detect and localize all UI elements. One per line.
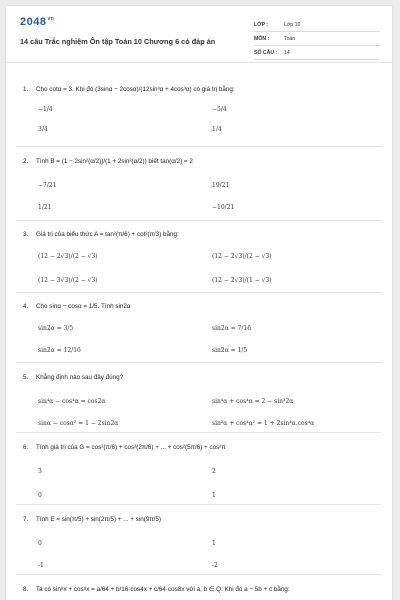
- worksheet-header: [6, 6, 392, 63]
- question-number: 8.: [23, 586, 29, 593]
- divider: [16, 574, 382, 575]
- info-value: Toán: [284, 35, 296, 42]
- question-number: 7.: [23, 516, 29, 523]
- info-label: SỐ CÂU :: [254, 49, 278, 56]
- question-stem: Khẳng định nào sau đây đúng?: [36, 374, 124, 381]
- option-a[interactable]: (12 − 2√3)/(2 − √3): [38, 253, 98, 260]
- option-c[interactable]: 1/21: [38, 204, 52, 211]
- question-number: 4.: [23, 303, 29, 310]
- option-b[interactable]: 1: [212, 540, 216, 547]
- option-c[interactable]: 3/4: [38, 126, 48, 133]
- info-panel: [254, 18, 380, 60]
- option-c[interactable]: -1: [38, 562, 44, 569]
- question-number: 2.: [23, 158, 29, 165]
- divider: [16, 362, 382, 363]
- info-label: LỚP :: [254, 21, 269, 28]
- option-a[interactable]: 0: [38, 540, 42, 547]
- page-title: 14 câu Trắc nghiệm Ôn tập Toán 10 Chương 6 có đáp án: [20, 37, 216, 46]
- question-stem: Tính E = sin(π/5) + sin(2π/5) + ... + sin(9π/5): [36, 516, 162, 523]
- question-stem: Cho cotα = 3. Khi đó (3sinα − 2cosα)/(12sin³α + 4cos³α) có giá trị bằng:: [36, 86, 235, 93]
- option-c[interactable]: sinα − cosα² = 1 − 2sin2α: [38, 420, 119, 427]
- question-number: 5.: [23, 374, 29, 381]
- divider: [16, 220, 382, 221]
- question-stem: Giá trị của biểu thức A = tan²(π/6) + cot²(π/3) bằng:: [36, 231, 179, 238]
- question-stem: Tính giá trị của G = cos²(π/6) + cos²(2π/6) + ... + cos²(5π/6) + cos²π: [36, 444, 226, 451]
- divider: [16, 292, 382, 293]
- option-d[interactable]: 1: [212, 492, 216, 499]
- option-b[interactable]: −5/4: [212, 106, 227, 113]
- info-value: 14: [284, 49, 290, 56]
- option-d[interactable]: sin²α + cos⁴α² = 1 + 2sin⁴α.cos⁴α: [212, 420, 315, 427]
- question-stem: Ta có sin⁸x + cos⁸x = a/64 + b/16·cos4x + c/64·cos8x với a, b ∈ Q. Khi đó a − 5b + c bằng:: [36, 586, 290, 593]
- worksheet: [6, 6, 392, 600]
- option-a[interactable]: −7/21: [38, 182, 57, 189]
- option-b[interactable]: 2: [212, 468, 216, 475]
- divider: [16, 432, 382, 433]
- option-d[interactable]: (12 − 2√3)/(1 − √3): [212, 277, 272, 284]
- option-a[interactable]: −1/4: [38, 106, 53, 113]
- info-row-subject: [254, 32, 380, 46]
- option-d[interactable]: sin2α = 1/5: [212, 347, 248, 354]
- option-a[interactable]: sin⁴α − cos⁴α = cos2α: [38, 398, 106, 405]
- option-a[interactable]: sin2α = 3/5: [38, 325, 74, 332]
- question-number: 6.: [23, 444, 29, 451]
- option-c[interactable]: (12 − 3√3)/(2 − √3): [38, 277, 98, 284]
- option-b[interactable]: 19/21: [212, 182, 230, 189]
- divider: [16, 146, 382, 147]
- option-a[interactable]: 3: [38, 468, 42, 475]
- option-c[interactable]: sin2α = 12/16: [38, 347, 81, 354]
- question-number: 1.: [23, 86, 29, 93]
- question-number: 3.: [23, 231, 29, 238]
- question-stem: Cho sinα − cosα = 1/5. Tính sin2α: [36, 303, 131, 310]
- question-stem: Tính B = (1 − 2sin²(α/2))/(1 + 2sin²(α/2)) biết tan(α/2) = 2: [36, 158, 193, 165]
- option-b[interactable]: sin2α = 7/16: [212, 325, 252, 332]
- option-d[interactable]: -2: [212, 562, 218, 569]
- divider: [16, 504, 382, 505]
- info-value: Lớp 10: [284, 21, 301, 28]
- info-row-class: [254, 18, 380, 32]
- option-b[interactable]: sin⁴α + cos⁴α = 2 − sin²2α: [212, 398, 294, 405]
- option-c[interactable]: 0: [38, 492, 42, 499]
- site-logo[interactable]: $2048^{vn}$: [20, 16, 55, 28]
- option-d[interactable]: −10/21: [212, 204, 235, 211]
- option-b[interactable]: (12 − 2√3)/(2 − √3): [212, 253, 272, 260]
- info-label: MÔN :: [254, 35, 270, 42]
- info-row-count: [254, 46, 380, 60]
- option-d[interactable]: 1/4: [212, 126, 222, 133]
